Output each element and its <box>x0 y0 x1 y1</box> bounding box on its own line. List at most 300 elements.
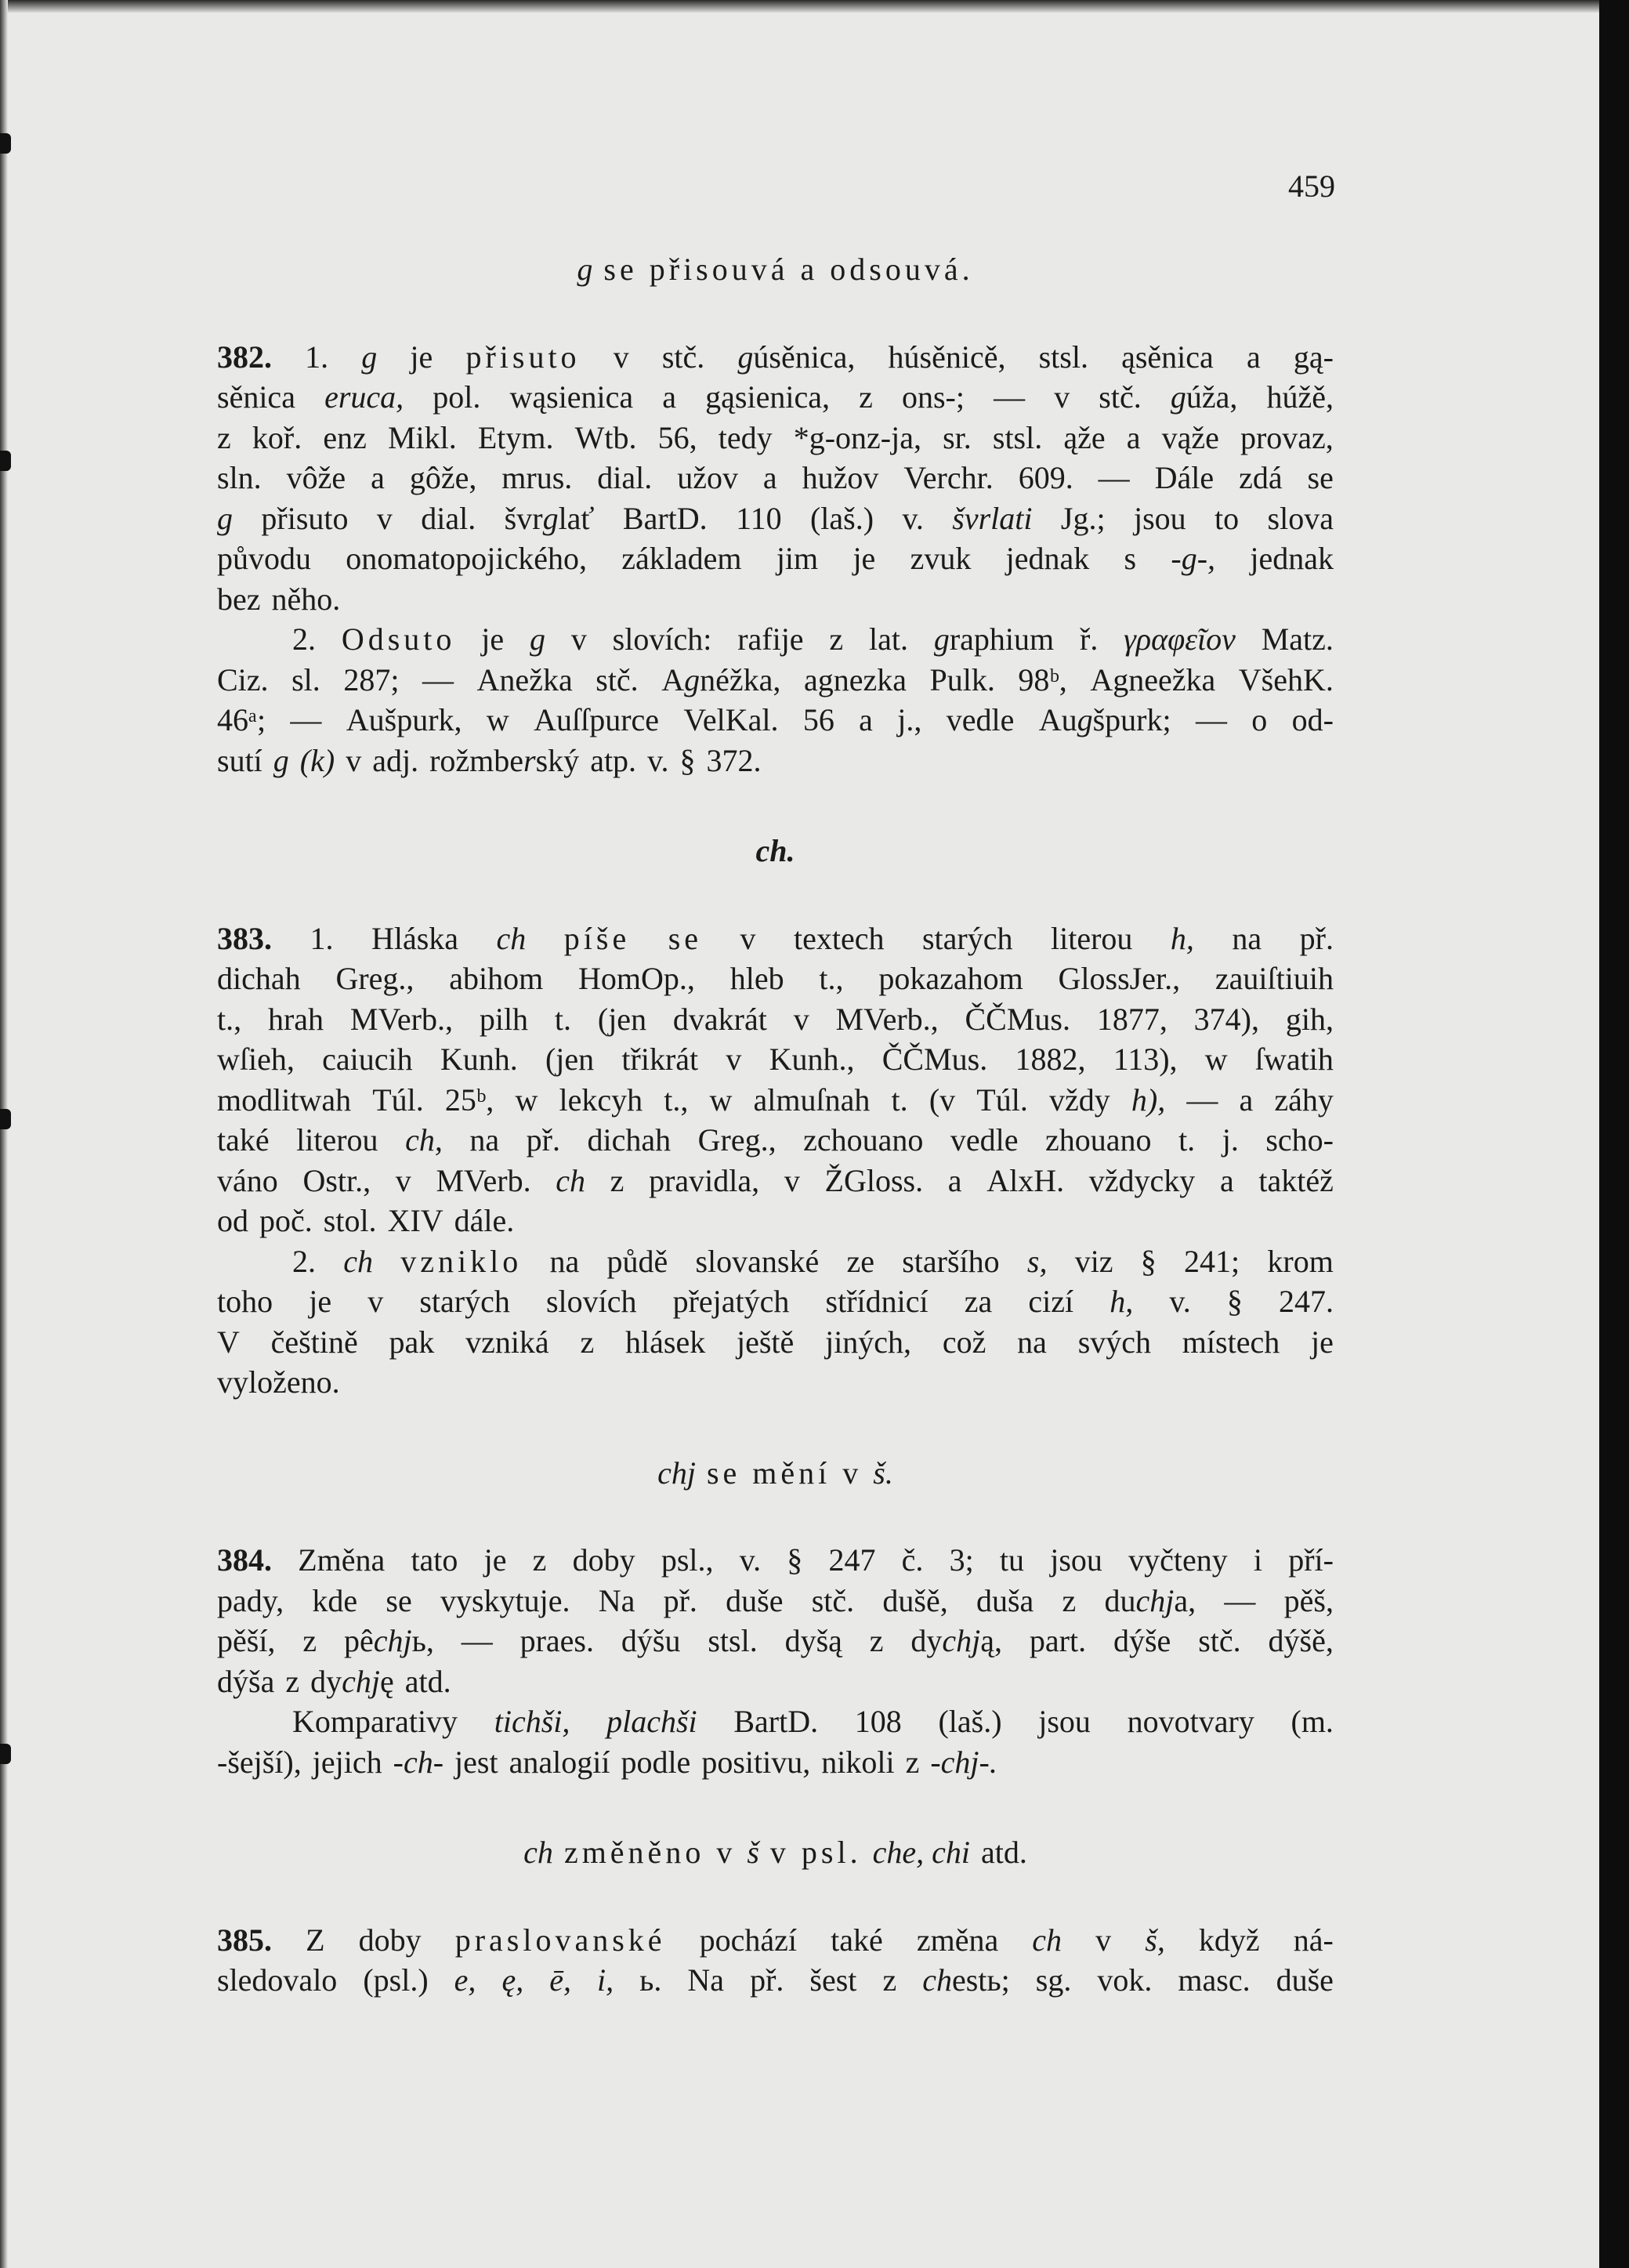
word <box>313 1742 382 1783</box>
text-run: 384. <box>217 1542 272 1578</box>
text-run: se <box>386 1582 412 1618</box>
text-run: cizí <box>1028 1284 1074 1319</box>
text-run: novotvary <box>1127 1704 1254 1739</box>
text-run: positivu, <box>701 1744 811 1780</box>
word <box>549 1960 571 2001</box>
text-run: zchouano <box>803 1122 924 1158</box>
word <box>1128 1540 1228 1581</box>
text-run: chj <box>342 1663 380 1699</box>
text-run: v <box>793 1001 809 1037</box>
word <box>726 1039 741 1080</box>
text-run: — <box>994 379 1026 415</box>
text-run: 1. <box>305 339 329 375</box>
text-run: j., <box>897 702 922 737</box>
text-line <box>217 619 1334 660</box>
text-run: duša <box>976 1582 1034 1618</box>
text-run: a <box>662 379 677 415</box>
text-run: stsl. <box>1038 339 1088 375</box>
text-run: švr <box>504 500 543 536</box>
word <box>371 458 385 498</box>
word <box>625 1322 705 1363</box>
word <box>324 377 404 418</box>
text-run: třikrát <box>621 1042 699 1077</box>
word <box>1054 377 1070 418</box>
word <box>481 619 504 660</box>
text-run: hužov <box>802 460 879 495</box>
word <box>217 999 241 1040</box>
text-line <box>217 660 1334 701</box>
text-run: § <box>1140 1243 1157 1279</box>
text-run: ь, <box>411 1623 434 1658</box>
text-run: z <box>859 379 873 415</box>
text-run: du <box>1104 1582 1136 1618</box>
word <box>1128 1701 1254 1742</box>
word <box>509 1742 610 1783</box>
word <box>478 418 554 458</box>
word <box>889 337 1006 378</box>
text-run: koř. <box>252 419 302 455</box>
text-run: stč. <box>1198 1623 1241 1658</box>
text-run: př. <box>750 1962 784 1998</box>
word <box>454 1201 515 1241</box>
text-run: dále. <box>454 1203 515 1238</box>
word <box>346 700 462 741</box>
word <box>938 1701 1001 1742</box>
text-run: lať <box>558 500 595 536</box>
word <box>803 700 834 741</box>
text-run: MVerb., <box>835 1001 939 1037</box>
text-run: (jen <box>545 1042 595 1077</box>
word <box>1178 1960 1250 2001</box>
text-run: přejatých <box>672 1284 790 1319</box>
word <box>869 619 908 660</box>
text-run: doby <box>572 1542 635 1578</box>
word <box>930 1742 997 1783</box>
text-run: pê <box>343 1623 374 1658</box>
word <box>1199 1920 1260 1961</box>
word <box>306 1920 324 1961</box>
word <box>701 1742 810 1783</box>
word <box>1045 1120 1152 1161</box>
word <box>217 1161 278 1201</box>
word <box>1039 700 1171 741</box>
text-run: ch <box>1032 1922 1062 1958</box>
word <box>217 377 295 418</box>
text-run: chj <box>373 1623 412 1658</box>
heading-spacer <box>217 1873 1334 1920</box>
text-line <box>217 918 1334 959</box>
word <box>405 1120 443 1161</box>
text-run: g <box>1170 379 1186 415</box>
text-run: v. <box>902 500 924 536</box>
word <box>217 1039 295 1080</box>
word <box>677 458 738 498</box>
text-run: bez <box>217 581 261 617</box>
text-run: Ostr., <box>302 1162 371 1198</box>
word <box>505 498 595 539</box>
text-run: se <box>1307 460 1334 495</box>
text-run: slovích <box>545 1284 637 1319</box>
word <box>217 660 269 701</box>
text-run: zdá <box>1239 460 1283 495</box>
word <box>509 377 633 418</box>
word <box>698 1120 776 1161</box>
text-run: lat. <box>869 621 908 657</box>
text-run: textech <box>794 920 885 956</box>
word <box>559 1080 643 1121</box>
text-run: gąsienica, <box>705 379 830 415</box>
text-run: dýšě, <box>1268 1623 1334 1658</box>
text-run: tichši, <box>494 1704 570 1739</box>
text-run: chj <box>657 1455 696 1491</box>
text-line <box>217 741 1334 781</box>
text-run: ch <box>496 920 527 956</box>
text-run: 56 <box>802 702 834 737</box>
text-run: z <box>610 1162 624 1198</box>
word <box>1232 918 1262 959</box>
word <box>621 1039 698 1080</box>
text-run: 56, <box>657 419 697 455</box>
text-run: kde <box>312 1582 358 1618</box>
word <box>454 1960 476 2001</box>
text-run: podle <box>621 1744 691 1780</box>
text-run: pravidla, <box>649 1162 760 1198</box>
word <box>217 418 231 458</box>
text-run: wſieh, <box>217 1042 295 1077</box>
text-run: ch <box>523 1835 553 1870</box>
word <box>597 458 652 498</box>
word <box>794 918 885 959</box>
text-run: změněno v <box>563 1835 737 1870</box>
word <box>1215 958 1334 999</box>
word <box>1254 1540 1262 1581</box>
word <box>595 660 638 701</box>
word <box>882 1581 947 1621</box>
text-line <box>217 1080 1334 1121</box>
text-run: ſwatih <box>1254 1042 1334 1077</box>
word <box>436 1161 530 1201</box>
word <box>986 1161 1064 1201</box>
word <box>1124 619 1236 660</box>
word <box>1262 619 1334 660</box>
text-run: caiucih <box>322 1042 413 1077</box>
text-line <box>217 700 1334 741</box>
text-run: — <box>1186 1081 1218 1118</box>
word <box>363 1960 428 2001</box>
text-run: tedy <box>718 419 773 455</box>
word <box>776 538 818 579</box>
word <box>1113 1621 1171 1661</box>
text-run: — <box>1098 460 1130 495</box>
page-number: 459 <box>1288 168 1335 204</box>
text-run: che, chi <box>872 1835 970 1870</box>
text-line <box>217 538 1334 579</box>
text-run: AlxH. <box>986 1162 1065 1198</box>
word <box>606 1701 697 1742</box>
text-run: húžě, <box>1266 379 1334 415</box>
text-line <box>217 1581 1334 1621</box>
word <box>287 458 346 498</box>
text-run: když <box>1198 1922 1260 1958</box>
text-line <box>217 377 1334 418</box>
text-run: (jen <box>597 1001 647 1037</box>
text-run: chj <box>942 1623 981 1658</box>
text-run: Kunh., <box>769 1042 855 1077</box>
text-run: lekcyh <box>559 1081 643 1118</box>
text-run: o <box>1251 702 1268 737</box>
word <box>530 619 545 660</box>
word <box>217 1281 273 1322</box>
text-run: i, <box>597 1962 614 1998</box>
binding-mark <box>0 1744 11 1764</box>
word <box>679 741 695 781</box>
word <box>343 1241 373 1282</box>
text-run: Dále <box>1154 460 1215 495</box>
word <box>943 1322 986 1363</box>
word <box>520 1621 594 1661</box>
word <box>683 700 778 741</box>
word <box>217 700 266 741</box>
word <box>1294 337 1334 378</box>
text-run: jednak <box>1250 541 1334 576</box>
word <box>1247 337 1261 378</box>
word <box>497 918 527 959</box>
word <box>440 1039 518 1080</box>
word <box>902 1241 999 1282</box>
text-run: úža, <box>1186 379 1238 415</box>
text-run: 113), <box>1113 1042 1178 1077</box>
text-run: ještě <box>736 1324 795 1360</box>
word <box>952 498 1032 539</box>
word <box>1267 1241 1333 1282</box>
text-run: z <box>829 621 844 657</box>
word <box>658 418 697 458</box>
word <box>1121 337 1214 378</box>
text-run: původu <box>217 541 311 576</box>
word <box>1124 538 1137 579</box>
word <box>610 1161 624 1201</box>
word <box>882 1039 988 1080</box>
text-run: Kunh. <box>440 1042 518 1077</box>
text-run: sg. <box>1035 1962 1072 1998</box>
text-run: dýše <box>1113 1623 1171 1658</box>
word <box>372 741 418 781</box>
text-run: vždycky <box>1088 1162 1196 1198</box>
word <box>859 377 873 418</box>
text-line <box>217 1281 1334 1322</box>
text-run: onomatopojického, <box>346 541 587 576</box>
text-run: pří- <box>1288 1542 1334 1578</box>
text-run: 98ᵇ, <box>1018 661 1067 697</box>
text-run: půdě <box>606 1243 668 1279</box>
word <box>298 1540 385 1581</box>
word <box>571 619 587 660</box>
word <box>419 1281 510 1322</box>
word <box>465 337 580 378</box>
word <box>836 999 939 1040</box>
word <box>606 1241 668 1282</box>
text-run: Aušpurk, <box>346 702 462 737</box>
text-run: a <box>1126 419 1141 455</box>
text-run: -g-, <box>1171 541 1216 576</box>
text-run: a <box>859 702 873 737</box>
text-run: pady, <box>217 1582 284 1618</box>
word <box>1276 1960 1334 2001</box>
word <box>825 1322 911 1363</box>
word <box>556 1161 585 1201</box>
text-run: g <box>361 339 378 375</box>
text-run: z <box>580 1324 595 1360</box>
text-run: vzniká <box>465 1324 549 1360</box>
text-run: ČČMus. <box>965 1001 1070 1037</box>
text-run: stč. <box>1099 379 1142 415</box>
text-run: z <box>882 1962 897 1998</box>
text-run: Matz. <box>1261 621 1334 657</box>
text-run: vyloženo. <box>217 1364 340 1400</box>
heading-spacer <box>217 871 1334 918</box>
word <box>903 458 993 498</box>
word <box>346 741 361 781</box>
word <box>564 918 630 959</box>
text-run: dušě, <box>882 1582 948 1618</box>
text-run: pokazahom <box>878 961 1023 996</box>
text-run: zvuk <box>910 541 972 576</box>
text-run: sln. <box>217 460 262 495</box>
word <box>268 999 324 1040</box>
word <box>687 1960 724 2001</box>
word <box>1171 918 1194 959</box>
text-run: w <box>1204 1042 1228 1077</box>
text-run: ę <box>379 1663 394 1699</box>
text-run: 383. <box>217 920 272 956</box>
text-line <box>217 1701 1334 1742</box>
text-run: Změna <box>298 1542 386 1578</box>
word <box>673 1281 790 1322</box>
word <box>649 1161 759 1201</box>
text-run: t., <box>217 1001 242 1037</box>
text-run: ь. <box>639 1962 662 1998</box>
word <box>388 1201 443 1241</box>
text-run: γραφεῖον <box>1124 621 1236 657</box>
word <box>1063 418 1105 458</box>
text-run: z <box>217 419 231 455</box>
word <box>555 999 571 1040</box>
text-run: vyčteny <box>1128 1542 1228 1578</box>
word <box>661 1540 714 1581</box>
word <box>1131 1080 1165 1121</box>
text-run: r <box>523 742 536 778</box>
word <box>597 1960 614 2001</box>
word <box>1051 918 1132 959</box>
text-run: g <box>217 500 233 536</box>
word <box>1110 1281 1133 1322</box>
text-run: h, <box>1110 1284 1134 1319</box>
text-run: přisuto <box>465 339 581 375</box>
word <box>853 538 875 579</box>
word <box>740 1540 761 1581</box>
word <box>1078 1322 1151 1363</box>
text-run: 372. <box>706 742 762 778</box>
text-run: atd. <box>980 1835 1027 1870</box>
word <box>405 1661 451 1702</box>
word <box>573 1540 635 1581</box>
text-run: pěší, <box>217 1623 276 1658</box>
text-run: rožmbe <box>429 742 524 778</box>
word <box>902 377 965 418</box>
text-run: v <box>570 621 587 657</box>
word <box>1258 1161 1334 1201</box>
text-line <box>217 1621 1334 1661</box>
word <box>1036 1960 1072 2001</box>
word <box>621 538 741 579</box>
text-run: g <box>684 661 700 697</box>
text-run: s <box>1124 541 1137 576</box>
word <box>855 1701 902 1742</box>
text-run: což <box>942 1324 986 1360</box>
text-run: jednak <box>1005 541 1090 576</box>
word <box>1000 1540 1024 1581</box>
text-run: taktéž <box>1258 1162 1334 1198</box>
word <box>614 337 629 378</box>
word <box>994 377 1025 418</box>
text-run: dy <box>310 1663 342 1699</box>
word <box>344 1621 434 1661</box>
text-run: praes. <box>519 1623 594 1658</box>
text-run: stč. <box>595 661 639 697</box>
word <box>1196 700 1227 741</box>
word <box>647 741 668 781</box>
word <box>950 1120 1019 1161</box>
word <box>217 1581 284 1621</box>
word <box>710 1080 733 1121</box>
text-run: vôže <box>286 460 346 495</box>
text-run: -ch- <box>393 1744 444 1780</box>
text-run: 1882, <box>1015 1042 1086 1077</box>
text-run: gą- <box>1293 339 1334 375</box>
word <box>1184 1241 1240 1282</box>
text-run: Etym. <box>477 419 554 455</box>
text-run: ch <box>343 1243 373 1279</box>
text-run: dy <box>910 1623 943 1658</box>
text-run: g <box>577 252 593 287</box>
word <box>477 660 573 701</box>
word <box>859 700 873 741</box>
page-scan-left-edge <box>0 0 8 2268</box>
heading-spacer <box>217 290 1334 337</box>
text-run: 1. <box>310 920 334 956</box>
word <box>802 458 879 498</box>
text-run: vedle <box>950 1122 1019 1158</box>
text-run: ą, <box>980 1623 1003 1658</box>
word <box>897 700 921 741</box>
text-run: také <box>831 1922 883 1958</box>
text-run: ský <box>535 742 580 778</box>
text-run: Túl. <box>372 1081 424 1118</box>
text-run: scho- <box>1265 1122 1334 1158</box>
text-run: češtině <box>270 1324 358 1360</box>
text-run: adj. <box>372 742 419 778</box>
word <box>826 1281 929 1322</box>
text-run: h, <box>1170 920 1194 956</box>
word <box>292 619 316 660</box>
word <box>515 1080 538 1121</box>
word <box>302 1621 317 1661</box>
section-spacer <box>217 1782 1334 1832</box>
text-run: Jg.; <box>1060 500 1106 536</box>
section-heading-ch <box>217 831 1334 871</box>
text-run: a <box>371 460 385 495</box>
text-run: A <box>661 661 685 697</box>
